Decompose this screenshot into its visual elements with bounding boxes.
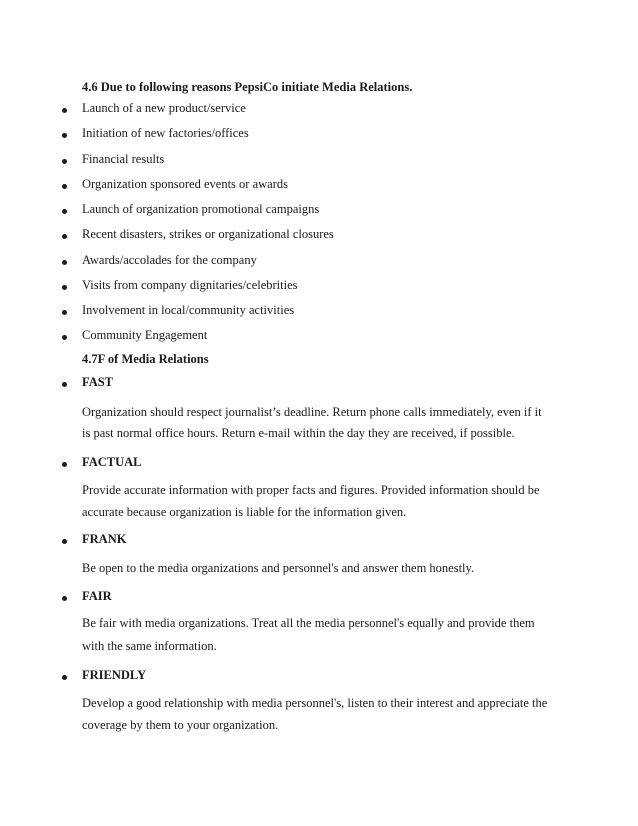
list-item-text: Recent disasters, strikes or organizational closures: [82, 227, 334, 241]
f-title-frank: FRANK: [82, 532, 127, 546]
f-title-friendly: FRIENDLY: [82, 668, 147, 682]
paragraph-line: Organization should respect journalist’s deadline. Return phone calls immediately, even if it: [82, 405, 542, 419]
paragraph-line: Be open to the media organizations and personnel's and answer them honestly.: [82, 561, 475, 575]
bullet-icon: [62, 675, 67, 680]
bullet-icon: [62, 335, 67, 340]
paragraph-line: with the same information.: [82, 639, 217, 653]
bullet-icon: [62, 108, 67, 113]
list-item-text: Visits from company dignitaries/celebrities: [82, 278, 298, 292]
list-item-text: Involvement in local/community activities: [82, 303, 295, 317]
list-item-text: Launch of organization promotional campaigns: [82, 202, 320, 216]
bullet-icon: [62, 382, 67, 387]
paragraph-line: Provide accurate information with proper facts and figures. Provided information should be: [82, 483, 540, 497]
list-item-text: Initiation of new factories/offices: [82, 126, 249, 140]
bullet-icon: [62, 234, 67, 239]
section-heading-4-6: 4.6 Due to following reasons PepsiCo initiate Media Relations.: [82, 80, 413, 94]
f-title-fair: FAIR: [82, 589, 112, 603]
bullet-icon: [62, 209, 67, 214]
bullet-icon: [62, 184, 67, 189]
paragraph-line: Be fair with media organizations. Treat all the media personnel's equally and provide them: [82, 616, 535, 630]
bullet-icon: [62, 260, 67, 265]
list-item-text: Organization sponsored events or awards: [82, 177, 288, 191]
bullet-icon: [62, 159, 67, 164]
section-heading-4-7: 4.7F of Media Relations: [82, 352, 209, 366]
paragraph-line: Develop a good relationship with media personnel's, listen to their interest and appreciate the: [82, 696, 548, 710]
bullet-icon: [62, 310, 67, 315]
bullet-icon: [62, 596, 67, 601]
paragraph-line: accurate because organization is liable for the information given.: [82, 505, 407, 519]
paragraph-line: is past normal office hours. Return e-mail within the day they are received, if possible.: [82, 426, 515, 440]
list-item-text: Awards/accolades for the company: [82, 253, 257, 267]
bullet-icon: [62, 462, 67, 467]
bullet-icon: [62, 133, 67, 138]
list-item-text: Launch of a new product/service: [82, 101, 246, 115]
bullet-icon: [62, 539, 67, 544]
f-title-fast: FAST: [82, 375, 114, 389]
bullet-icon: [62, 285, 67, 290]
paragraph-line: coverage by them to your organization.: [82, 718, 279, 732]
f-title-factual: FACTUAL: [82, 455, 142, 469]
list-item-text: Community Engagement: [82, 328, 208, 342]
list-item-text: Financial results: [82, 152, 165, 166]
